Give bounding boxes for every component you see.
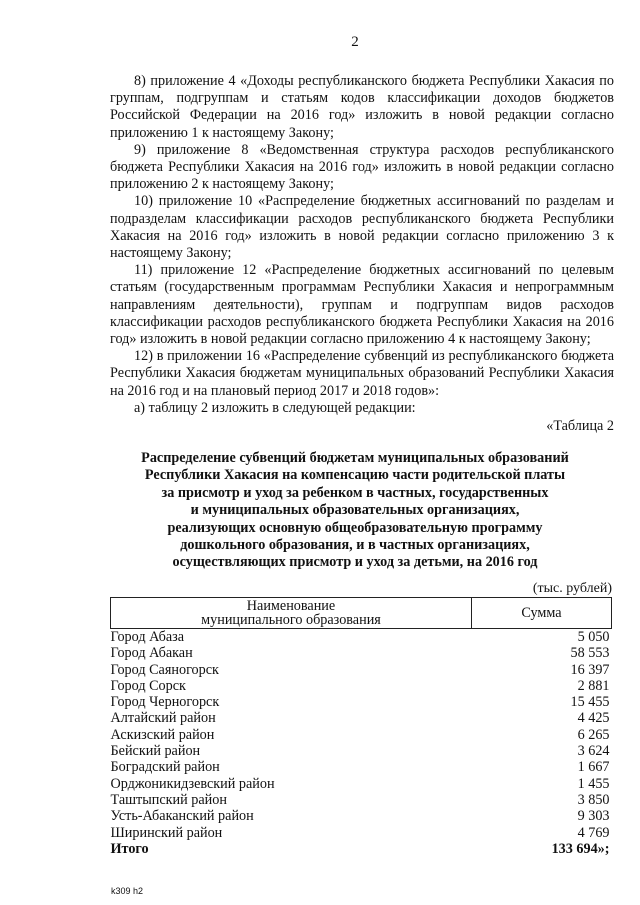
subvention-amount: 5 050 xyxy=(577,629,610,645)
table-row xyxy=(111,645,612,661)
heading-line: Распределение субвенций бюджетам муниципальных образований xyxy=(141,450,569,466)
paragraph-item-10: 10) приложение 10 «Распределение бюджетных ассигнований по разделам и подразделам классификации расходов республиканского бюджета Республики Хакасия на 2016 год» изложить в новой редакции согласно приложению 3 к настоящему Закону; xyxy=(110,193,614,262)
subvention-amount: 9 303 xyxy=(577,808,610,825)
municipality-name: Город Абаза xyxy=(110,629,185,645)
municipality-name: Аскизский район xyxy=(110,726,215,743)
municipality-name: Боградский район xyxy=(110,759,220,776)
heading-line: Республики Хакасия на компенсацию части родительской платы xyxy=(144,467,566,484)
municipality-name: Алтайский район xyxy=(110,710,216,727)
municipality-name: Таштыпский район xyxy=(110,791,227,808)
subvention-table xyxy=(110,597,612,857)
paragraph-item-9: 9) приложение 8 «Ведомственная структура расходов республиканского бюджета Республики Хакасия на 2016 год» изложить в новой редакции согласно приложению 2 к настоящему Закону; xyxy=(110,141,614,193)
table-row xyxy=(111,694,612,710)
table-row xyxy=(111,792,612,808)
municipality-name: Ширинский район xyxy=(110,824,223,841)
subvention-amount: 16 397 xyxy=(570,661,610,678)
municipality-name: Бейский район xyxy=(110,743,201,760)
table-total-row xyxy=(111,841,612,857)
table-row xyxy=(111,743,612,759)
subvention-amount: 1 455 xyxy=(577,775,610,792)
municipality-name: Орджоникидзевский район xyxy=(110,775,275,792)
paragraph-item-11: 11) приложение 12 «Распределение бюджетных ассигнований по целевым статьям (государственным программам Республики Хакасия и непрограммным направлениям деятельности), группам и подгруппам видов расходов классификации расходов республиканского бюджета Республики Хакасия на 2016 год» изложить в новой редакции согласно приложению 4 к настоящему Закону; xyxy=(110,262,614,348)
heading-line: за присмотр и уход за ребенком в частных, государственных xyxy=(161,484,549,501)
subvention-amount: 58 553 xyxy=(570,645,610,662)
subvention-amount: 4 769 xyxy=(577,824,610,841)
header-name-line1: Наименование xyxy=(246,598,336,614)
table-row xyxy=(111,825,612,841)
header-sum-cell: Сумма xyxy=(472,598,612,629)
municipality-name: Усть-Абаканский район xyxy=(110,808,254,825)
municipality-name: Город Абакан xyxy=(110,645,193,662)
table-row xyxy=(111,727,612,743)
heading-line: дошкольного образования, и в частных организациях, xyxy=(180,537,530,554)
heading-line: осуществляющих присмотр и уход за детьми, на 2016 год xyxy=(172,554,538,571)
table-heading xyxy=(100,450,610,572)
table-row xyxy=(111,710,612,726)
heading-line: реализующих основную общеобразовательную программу xyxy=(167,519,543,536)
body-text xyxy=(110,73,614,417)
footer-code: k309 h2 xyxy=(111,886,144,896)
table-row xyxy=(111,776,612,792)
unit-note: (тыс. рублей) xyxy=(532,581,612,596)
subvention-amount: 3 850 xyxy=(577,791,610,808)
subvention-amount: 6 265 xyxy=(577,726,610,743)
table-row xyxy=(111,629,612,646)
table-row xyxy=(111,678,612,694)
paragraph-item-12: 12) в приложении 16 «Распределение субвенций из республиканского бюджета Республики Хакасия бюджетам муниципальных образований Республики Хакасия на 2016 год и на плановый период 2017 и 2018 годов»: xyxy=(110,348,614,399)
subvention-amount: 3 624 xyxy=(577,743,610,760)
municipality-name: Город Сорск xyxy=(110,677,186,694)
table-row xyxy=(111,808,612,824)
municipality-name: Город Черногорск xyxy=(110,694,220,711)
header-name-cell xyxy=(111,598,472,629)
table-reference: «Таблица 2 xyxy=(546,418,614,434)
table-header-row xyxy=(111,598,612,629)
total-label: Итого xyxy=(110,840,149,857)
subvention-amount: 15 455 xyxy=(570,694,610,711)
subvention-amount: 1 667 xyxy=(577,759,610,776)
table-body xyxy=(111,629,612,858)
paragraph-item-8: 8) приложение 4 «Доходы республиканского бюджета Республики Хакасия по группам, подгруппам и статьям кодов классификации доходов бюджетов Российской Федерации на 2016 год» изложить в новой редакции согласно приложению 1 к настоящему Закону; xyxy=(110,73,614,141)
paragraph-item-12a: а) таблицу 2 изложить в следующей редакции: xyxy=(134,399,416,416)
heading-line: и муниципальных образовательных организациях, xyxy=(190,502,520,519)
subvention-amount: 2 881 xyxy=(577,677,610,694)
header-name-line2: муниципального образования xyxy=(201,612,381,628)
table-row xyxy=(111,759,612,775)
municipality-name: Город Саяногорск xyxy=(110,661,219,678)
table-row xyxy=(111,662,612,678)
subvention-amount: 4 425 xyxy=(577,710,610,727)
page-number: 2 xyxy=(351,34,359,50)
total-sum: 133 694»; xyxy=(551,840,610,857)
